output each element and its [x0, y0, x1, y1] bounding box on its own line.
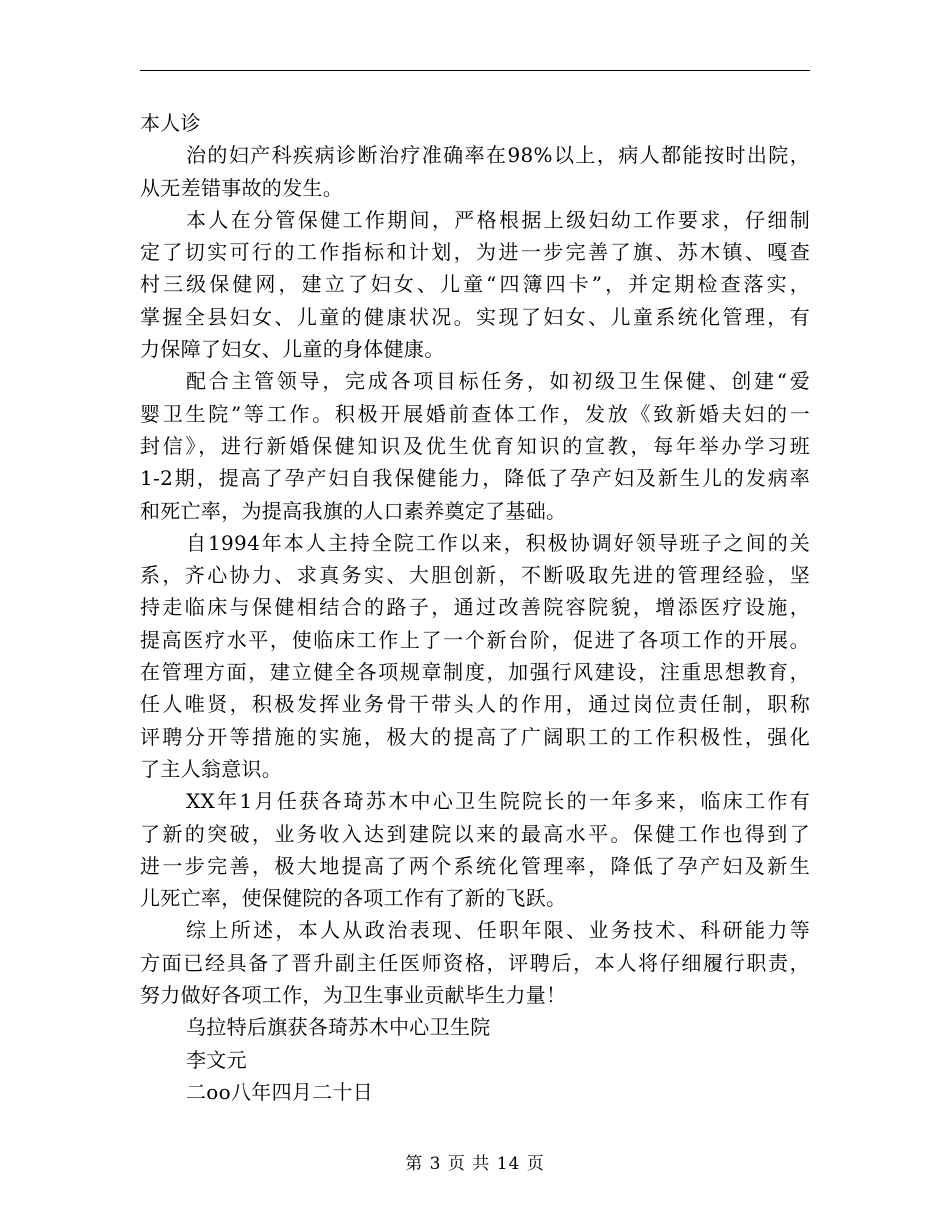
text-line: 掌握全县妇女、儿童的健康状况。实现了妇女、儿童系统化管理，有: [140, 304, 810, 329]
text-line: 李文元: [186, 1047, 247, 1072]
text-line: 二oo八年四月二十日: [186, 1079, 374, 1104]
text-line: 方面已经具备了晋升副主任医师资格，评聘后，本人将仔细履行职责，: [140, 950, 810, 975]
text-line: 配合主管领导，完成各项目标任务，如初级卫生保健、创建“爱: [186, 369, 810, 394]
text-line: 任人唯贤，积极发挥业务骨干带头人的作用，通过岗位责任制，职称: [140, 692, 810, 717]
text-line: 评聘分开等措施的实施，极大的提高了广阔职工的工作积极性，强化: [140, 724, 810, 749]
text-line: 儿死亡率，使保健院的各项工作有了新的飞跃。: [140, 886, 567, 911]
text-line: 了新的突破，业务收入达到建院以来的最高水平。保健工作也得到了: [140, 821, 810, 846]
text-line: 1-2期，提高了孕产妇自我保健能力，降低了孕产妇及新生儿的发病率: [140, 466, 810, 491]
text-line: XX年1月任获各琦苏木中心卫生院院长的一年多来，临床工作有: [186, 789, 810, 814]
text-line: 努力做好各项工作，为卫生事业贡献毕生力量！: [140, 983, 567, 1008]
text-line: 综上所述，本人从政治表现、任职年限、业务技术、科研能力等: [186, 918, 810, 943]
text-line: 力保障了妇女、儿童的身体健康。: [140, 337, 445, 362]
document-body: [140, 107, 810, 1108]
text-line: 了主人翁意识。: [140, 756, 283, 781]
text-line: 提高医疗水平，使临床工作上了一个新台阶，促进了各项工作的开展。: [140, 627, 810, 652]
header-rule: [140, 70, 810, 71]
page-footer: 第 3 页 共 14 页: [405, 1154, 545, 1174]
text-line: 进一步完善，极大地提高了两个系统化管理率，降低了孕产妇及新生: [140, 853, 810, 878]
text-line: 本人在分管保健工作期间，严格根据上级妇幼工作要求，仔细制: [186, 207, 810, 232]
text-line: 本人诊: [140, 111, 201, 135]
text-line: 持走临床与保健相结合的路子，通过改善院容院貌，增添医疗设施，: [140, 595, 810, 620]
text-line: 从无差错事故的发生。: [140, 175, 343, 200]
text-line: 自1994年本人主持全院工作以来，积极协调好领导班子之间的关: [186, 530, 810, 555]
text-line: 婴卫生院”等工作。积极开展婚前查体工作，发放《致新婚夫妇的一: [140, 401, 810, 426]
text-line: 系，齐心协力、求真务实、大胆创新，不断吸取先进的管理经验，坚: [140, 563, 810, 588]
text-line: 封信》，进行新婚保健知识及优生优育知识的宣教，每年举办学习班: [140, 433, 810, 458]
text-line: 定了切实可行的工作指标和计划，为进一步完善了旗、苏木镇、嘎查: [140, 240, 810, 265]
text-line: 在管理方面，建立健全各项规章制度，加强行风建设，注重思想教育，: [140, 660, 810, 685]
text-line: 治的妇产科疾病诊断治疗准确率在98%以上，病人都能按时出院，: [186, 143, 810, 168]
text-line: 和死亡率，为提高我旗的人口素养奠定了基础。: [140, 498, 567, 523]
text-line: 村三级保健网，建立了妇女、儿童“四簿四卡”，并定期检查落实，: [140, 272, 810, 297]
text-line: 乌拉特后旗获各琦苏木中心卫生院: [186, 1015, 491, 1040]
